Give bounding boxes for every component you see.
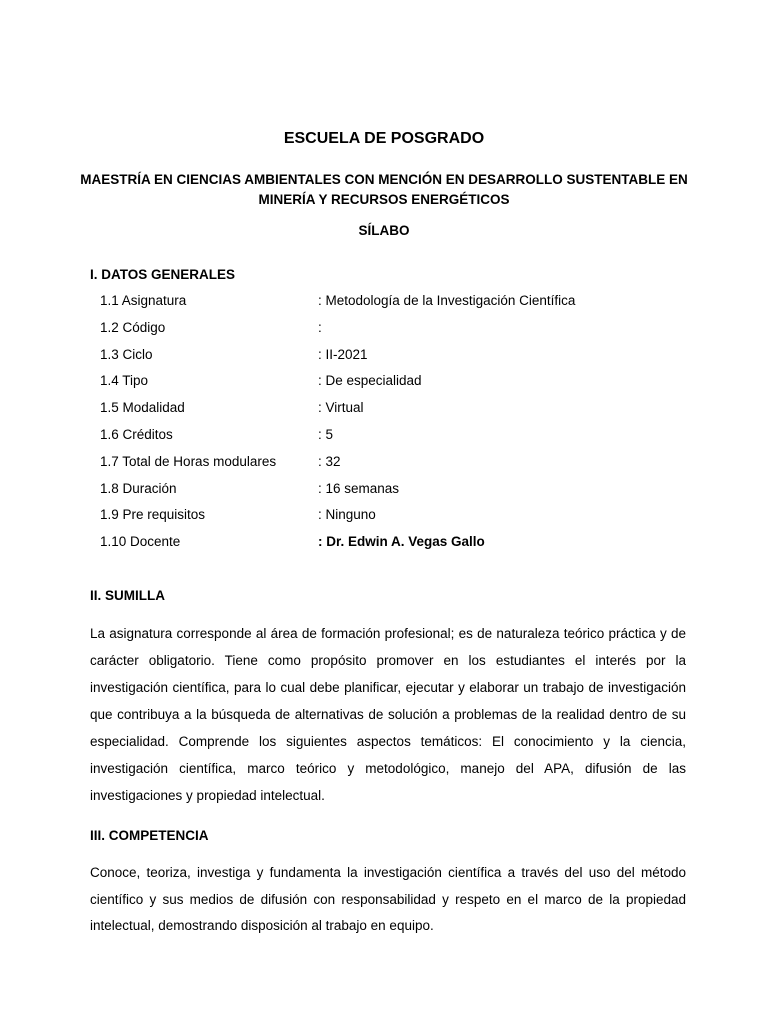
data-row-modalidad xyxy=(100,400,700,427)
row-label: 1.8 Duración xyxy=(100,480,177,496)
row-label: 1.5 Modalidad xyxy=(100,400,185,416)
degree-title xyxy=(0,170,768,210)
row-label: 1.9 Pre requisitos xyxy=(100,507,206,523)
data-row-ciclo xyxy=(100,347,700,374)
data-row-pre-requisitos xyxy=(100,507,700,534)
data-row-docente xyxy=(100,534,700,561)
row-label: 1.3 Ciclo xyxy=(100,346,153,362)
data-row-total-horas xyxy=(100,454,700,481)
school-title: ESCUELA DE POSGRADO xyxy=(283,130,485,147)
row-value: : 16 semanas xyxy=(318,480,400,496)
row-label: 1.6 Créditos xyxy=(100,426,173,442)
row-value: : II-2021 xyxy=(318,346,368,362)
row-value: : Dr. Edwin A. Vegas Gallo xyxy=(318,534,485,550)
data-row-creditos xyxy=(100,427,700,454)
row-value: : Metodología de la Investigación Científica xyxy=(318,293,576,308)
section-heading-sumilla: II. SUMILLA xyxy=(90,588,165,603)
row-value: : Virtual xyxy=(318,400,364,416)
document-type-title: SÍLABO xyxy=(358,223,410,238)
row-value: : 5 xyxy=(318,426,334,442)
row-label: 1.1 Asignatura xyxy=(100,293,187,308)
datos-generales-table xyxy=(100,293,700,561)
degree-title-line-2: MINERÍA Y RECURSOS ENERGÉTICOS xyxy=(258,192,510,207)
section-heading-competencia: III. COMPETENCIA xyxy=(90,828,209,843)
row-label: 1.2 Código xyxy=(100,319,166,335)
competencia-paragraph: Conoce, teoriza, investiga y fundamenta la investigación científica a través del uso del método científico y sus medios de difusión con responsabilidad y respeto en el marco de la propiedad intelectual, demostrando disposición al trabajo en equipo. xyxy=(90,865,686,933)
data-row-tipo xyxy=(100,373,700,400)
data-row-duracion xyxy=(100,481,700,508)
data-row-codigo xyxy=(100,320,700,347)
row-value: : 32 xyxy=(318,453,341,469)
row-label: 1.10 Docente xyxy=(100,534,181,550)
degree-title-line-1: MAESTRÍA EN CIENCIAS AMBIENTALES CON MENCIÓN EN DESARROLLO SUSTENTABLE EN xyxy=(80,172,688,187)
row-value: : De especialidad xyxy=(318,373,422,389)
row-label: 1.4 Tipo xyxy=(100,373,149,389)
section-heading-datos-generales: I. DATOS GENERALES xyxy=(90,267,236,282)
data-row-asignatura xyxy=(100,293,700,320)
row-value: : Ninguno xyxy=(318,507,376,523)
row-value: : xyxy=(318,319,322,335)
sumilla-paragraph: La asignatura corresponde al área de formación profesional; es de naturaleza teórico práctica y de carácter obligatorio. Tiene como propósito promover en los estudiantes el interés por la investigación científica, para lo cual debe planificar, ejecutar y elaborar un trabajo de investigación que contribuya a la búsqueda de alternativas de solución a problemas de la realidad dentro de su especialidad. Comprende los siguientes aspectos temáticos: El conocimiento y la ciencia, investigación científica, marco teórico y metodológico, manejo del APA, difusión de las investigaciones y propiedad intelectual. xyxy=(90,626,686,803)
row-label: 1.7 Total de Horas modulares xyxy=(100,453,277,469)
